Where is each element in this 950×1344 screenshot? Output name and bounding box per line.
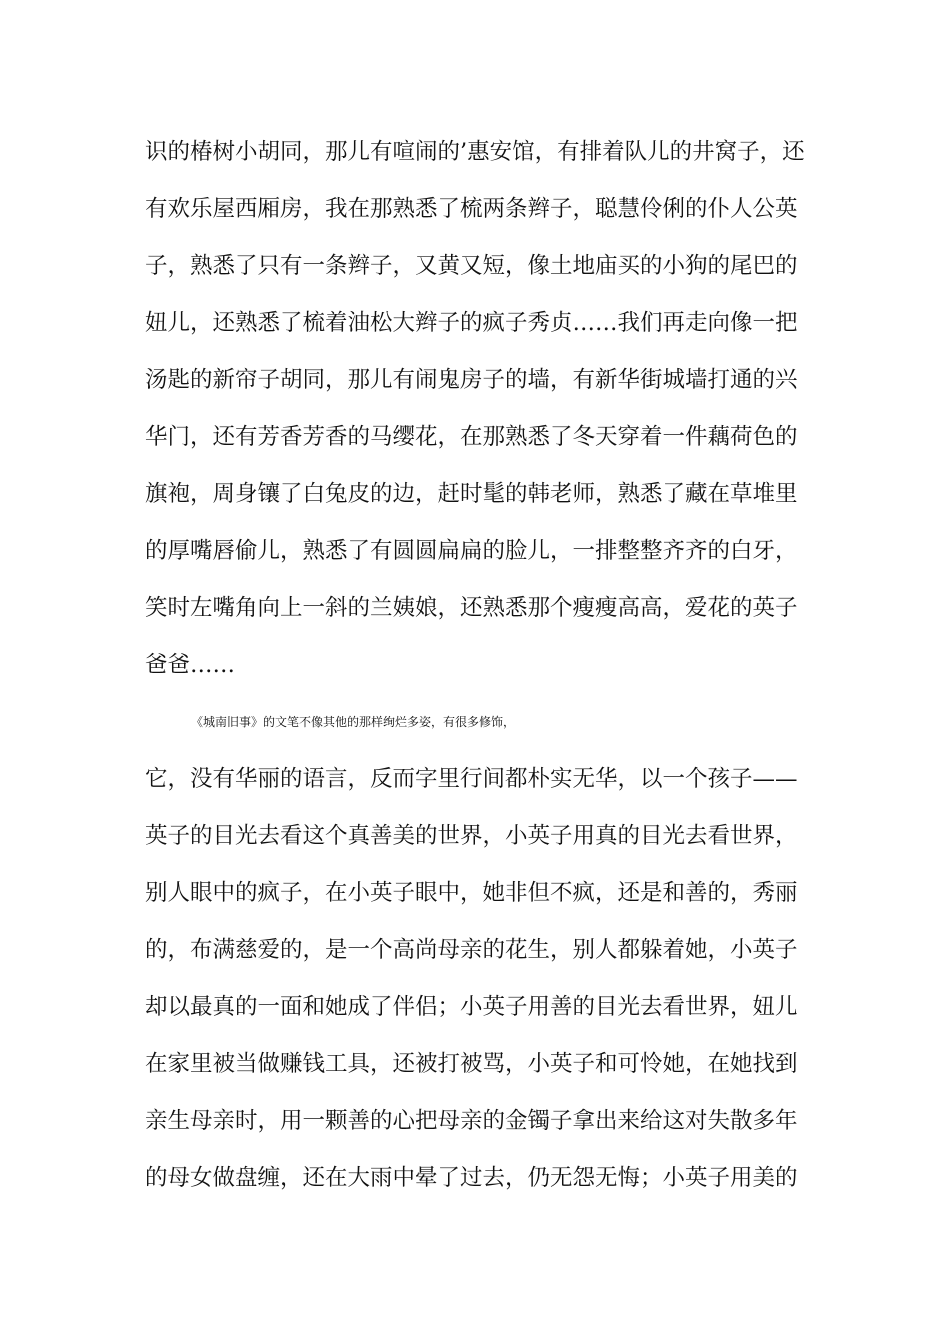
paragraph-1-line-7: 旗袍，周身镶了白兔皮的边，赶时髦的韩老师，熟悉了藏在草堆里 <box>145 481 798 507</box>
paragraph-1-line-4: 妞儿，还熟悉了梳着油松大辫子的疯子秀贞……我们再走向像一把 <box>145 310 798 336</box>
paragraph-1-line-1: 识的椿树小胡同，那儿有喧闹的’惠安馆，有排着队儿的井窝子，还 <box>145 139 805 165</box>
paragraph-1-line-9: 笑时左嘴角向上一斜的兰姨娘，还熟悉那个瘦瘦高高，爱花的英子 <box>145 595 798 621</box>
paragraph-1-line-2: 有欢乐屋西厢房，我在那熟悉了梳两条辫子，聪慧伶俐的仆人公英 <box>145 196 798 222</box>
paragraph-1-line-8: 的厚嘴唇偷儿，熟悉了有圆圆扁扁的脸儿，一排整整齐齐的白牙， <box>145 538 798 564</box>
paragraph-2-line-7: 在家里被当做赚钱工具，还被打被骂，小英子和可怜她，在她找到 <box>145 1051 798 1077</box>
paragraph-1-line-10: 爸爸…… <box>145 652 236 678</box>
paragraph-2-line-4: 别人眼中的疯子，在小英子眼中，她非但不疯，还是和善的，秀丽 <box>145 880 798 906</box>
paragraph-1-line-6: 华门，还有芳香芳香的马缨花，在那熟悉了冬天穿着一件藕荷色的 <box>145 424 798 450</box>
paragraph-2-line-9: 的母女做盘缠，还在大雨中晕了过去，仍无怨无悔；小英子用美的 <box>145 1165 798 1191</box>
paragraph-2-line-8: 亲生母亲时，用一颗善的心把母亲的金镯子拿出来给这对失散多年 <box>145 1108 798 1134</box>
paragraph-2-line-1: 《城南旧事》的文笔不像其他的那样绚烂多姿，有很多修饰， <box>191 715 516 729</box>
paragraph-1-line-3: 子，熟悉了只有一条辫子，又黄又短，像土地庙买的小狗的尾巴的 <box>145 253 798 279</box>
paragraph-2-line-3: 英子的目光去看这个真善美的世界，小英子用真的目光去看世界， <box>145 823 798 849</box>
paragraph-2-line-5: 的，布满慈爱的，是一个高尚母亲的花生，别人都躲着她，小英子 <box>145 937 798 963</box>
paragraph-2-line-6: 却以最真的一面和她成了伴侣；小英子用善的目光去看世界，妞儿 <box>145 994 798 1020</box>
paragraph-1-line-5: 汤匙的新帘子胡同，那儿有闹鬼房子的墙，有新华街城墙打通的兴 <box>145 367 798 393</box>
paragraph-2-line-2: 它，没有华丽的语言，反而字里行间都朴实无华，以一个孩子—— <box>145 766 798 792</box>
